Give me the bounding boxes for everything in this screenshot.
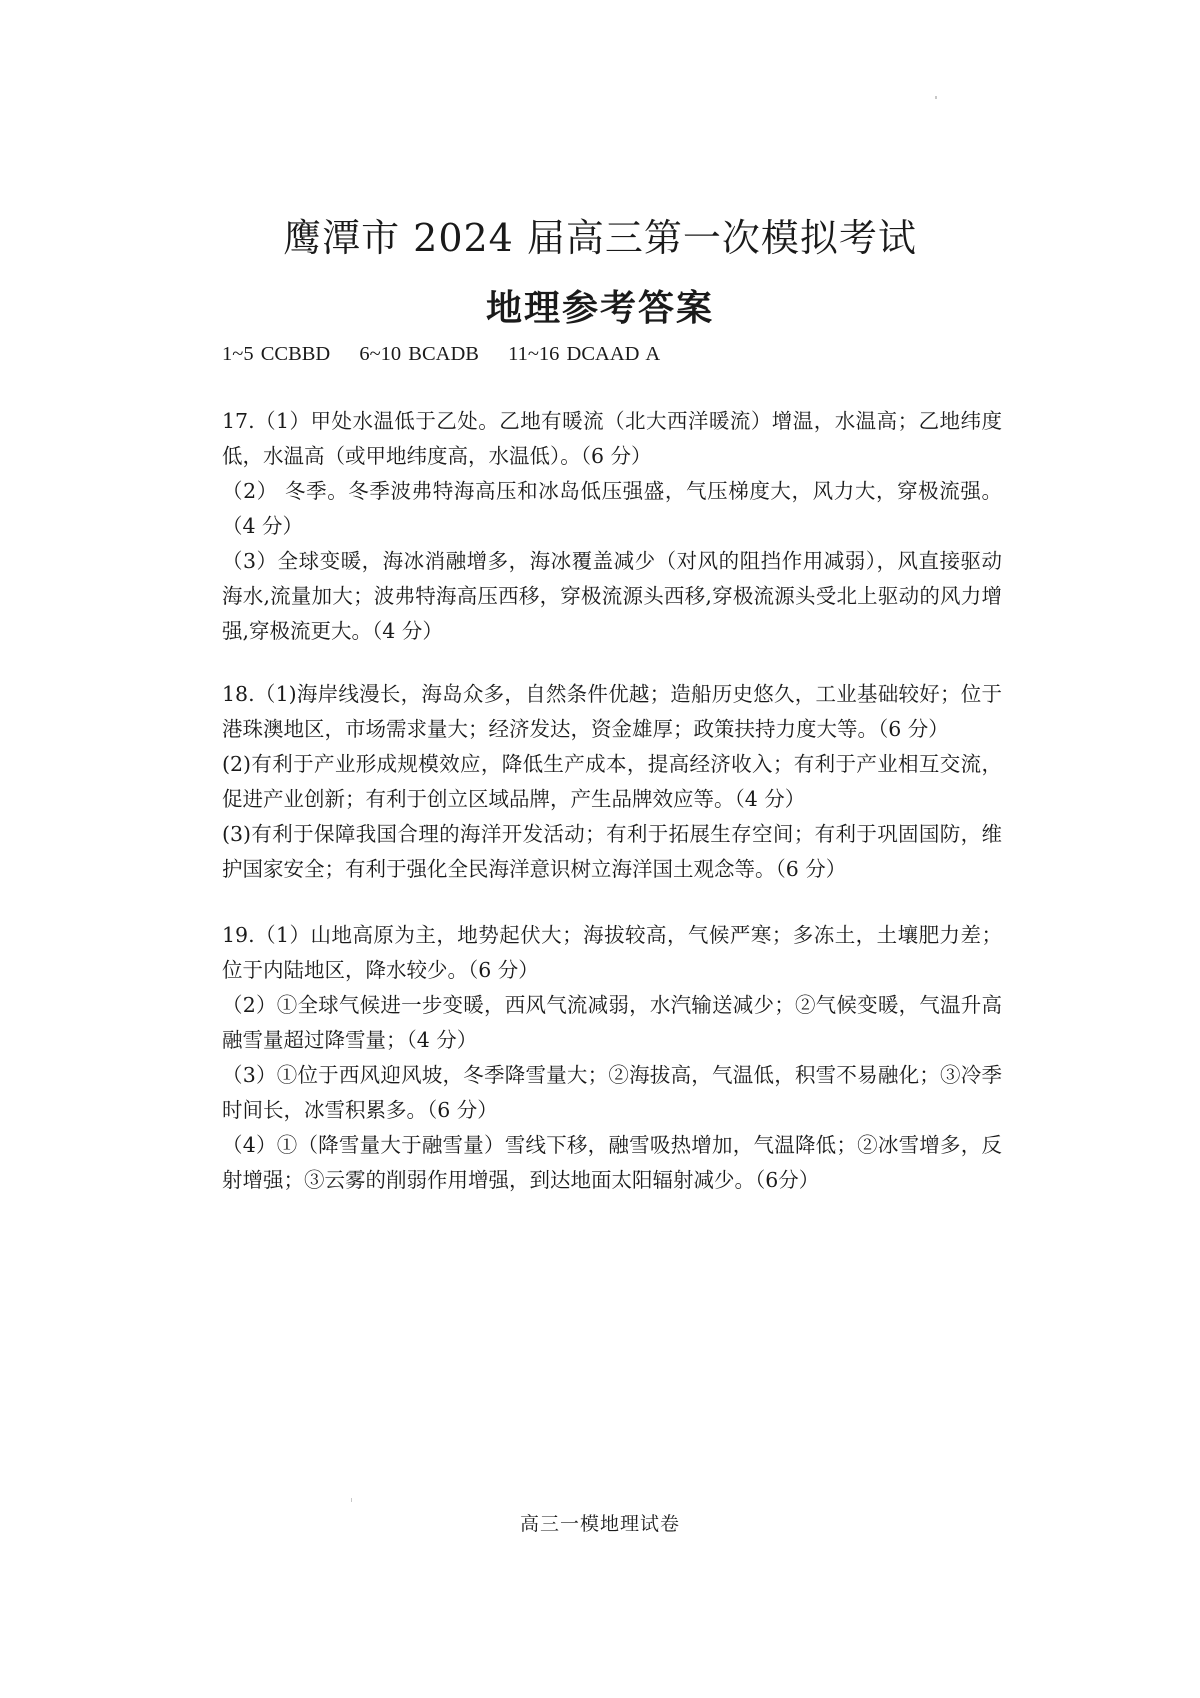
q18-part-1: 18.（1)海岸线漫长，海岛众多，自然条件优越；造船历史悠久，工业基础较好；位于港珠澳地区，市场需求量大；经济发达，资金雄厚；政策扶持力度大等。（6 分） — [222, 682, 1002, 741]
question-18-answer — [222, 677, 1002, 887]
scan-speck — [935, 96, 937, 99]
question-19-answer — [222, 918, 1002, 1198]
q19-part-2: （2）①全球气候进一步变暖，西风气流减弱，水汽输送减少；②气候变暖，气温升高融雪量超过降雪量；（4 分） — [222, 993, 1002, 1052]
mc-answer-group-3: 11~16 DCAAD A — [508, 343, 661, 365]
q19-part-3: （3）①位于西风迎风坡，冬季降雪量大；②海拔高，气温低，积雪不易融化；③冷季时间长，冰雪积累多。（6 分） — [222, 1063, 1002, 1122]
page-subtitle: 地理参考答案 — [485, 287, 714, 329]
scan-speck — [351, 1498, 352, 1502]
q18-part-3: (3)有利于保障我国合理的海洋开发活动；有利于拓展生存空间；有利于巩固国防，维护国家安全；有利于强化全民海洋意识树立海洋国土观念等。（6 分） — [222, 822, 1002, 881]
q17-part-2: （2） 冬季。冬季波弗特海高压和冰岛低压强盛，气压梯度大，风力大，穿极流强。（4 分） — [222, 479, 1002, 538]
q18-part-2: (2)有利于产业形成规模效应，降低生产成本，提高经济收入；有利于产业相互交流，促进产业创新；有利于创立区域品牌，产生品牌效应等。（4 分） — [222, 752, 1002, 811]
mc-answer-group-2: 6~10 BCADB — [359, 343, 479, 365]
q19-part-1: 19.（1）山地高原为主，地势起伏大；海拔较高，气候严寒；多冻土，土壤肥力差；位于内陆地区，降水较少。（6 分） — [222, 923, 1002, 982]
multiple-choice-answers — [222, 339, 682, 369]
q19-part-4: （4）①（降雪量大于融雪量）雪线下移，融雪吸热增加，气温降低；②冰雪增多，反射增强；③云雾的削弱作用增强，到达地面太阳辐射减少。（6分） — [222, 1133, 1002, 1192]
page-title: 鹰潭市 2024 届高三第一次模拟考试 — [283, 216, 917, 261]
question-17-answer — [222, 404, 1002, 649]
q17-part-3: （3）全球变暖，海冰消融增多，海冰覆盖减少（对风的阻挡作用减弱），风直接驱动海水,流量加大；波弗特海高压西移，穿极流源头西移,穿极流源头受北上驱动的风力增强,穿极流更大。（4 分） — [222, 549, 1002, 643]
mc-answer-group-1: 1~5 CCBBD — [222, 343, 331, 365]
q17-part-1: 17.（1）甲处水温低于乙处。乙地有暖流（北大西洋暖流）增温，水温高；乙地纬度低，水温高（或甲地纬度高，水温低）。（6 分） — [222, 409, 1002, 468]
page-footer: 高三一模地理试卷 — [519, 1513, 680, 1535]
